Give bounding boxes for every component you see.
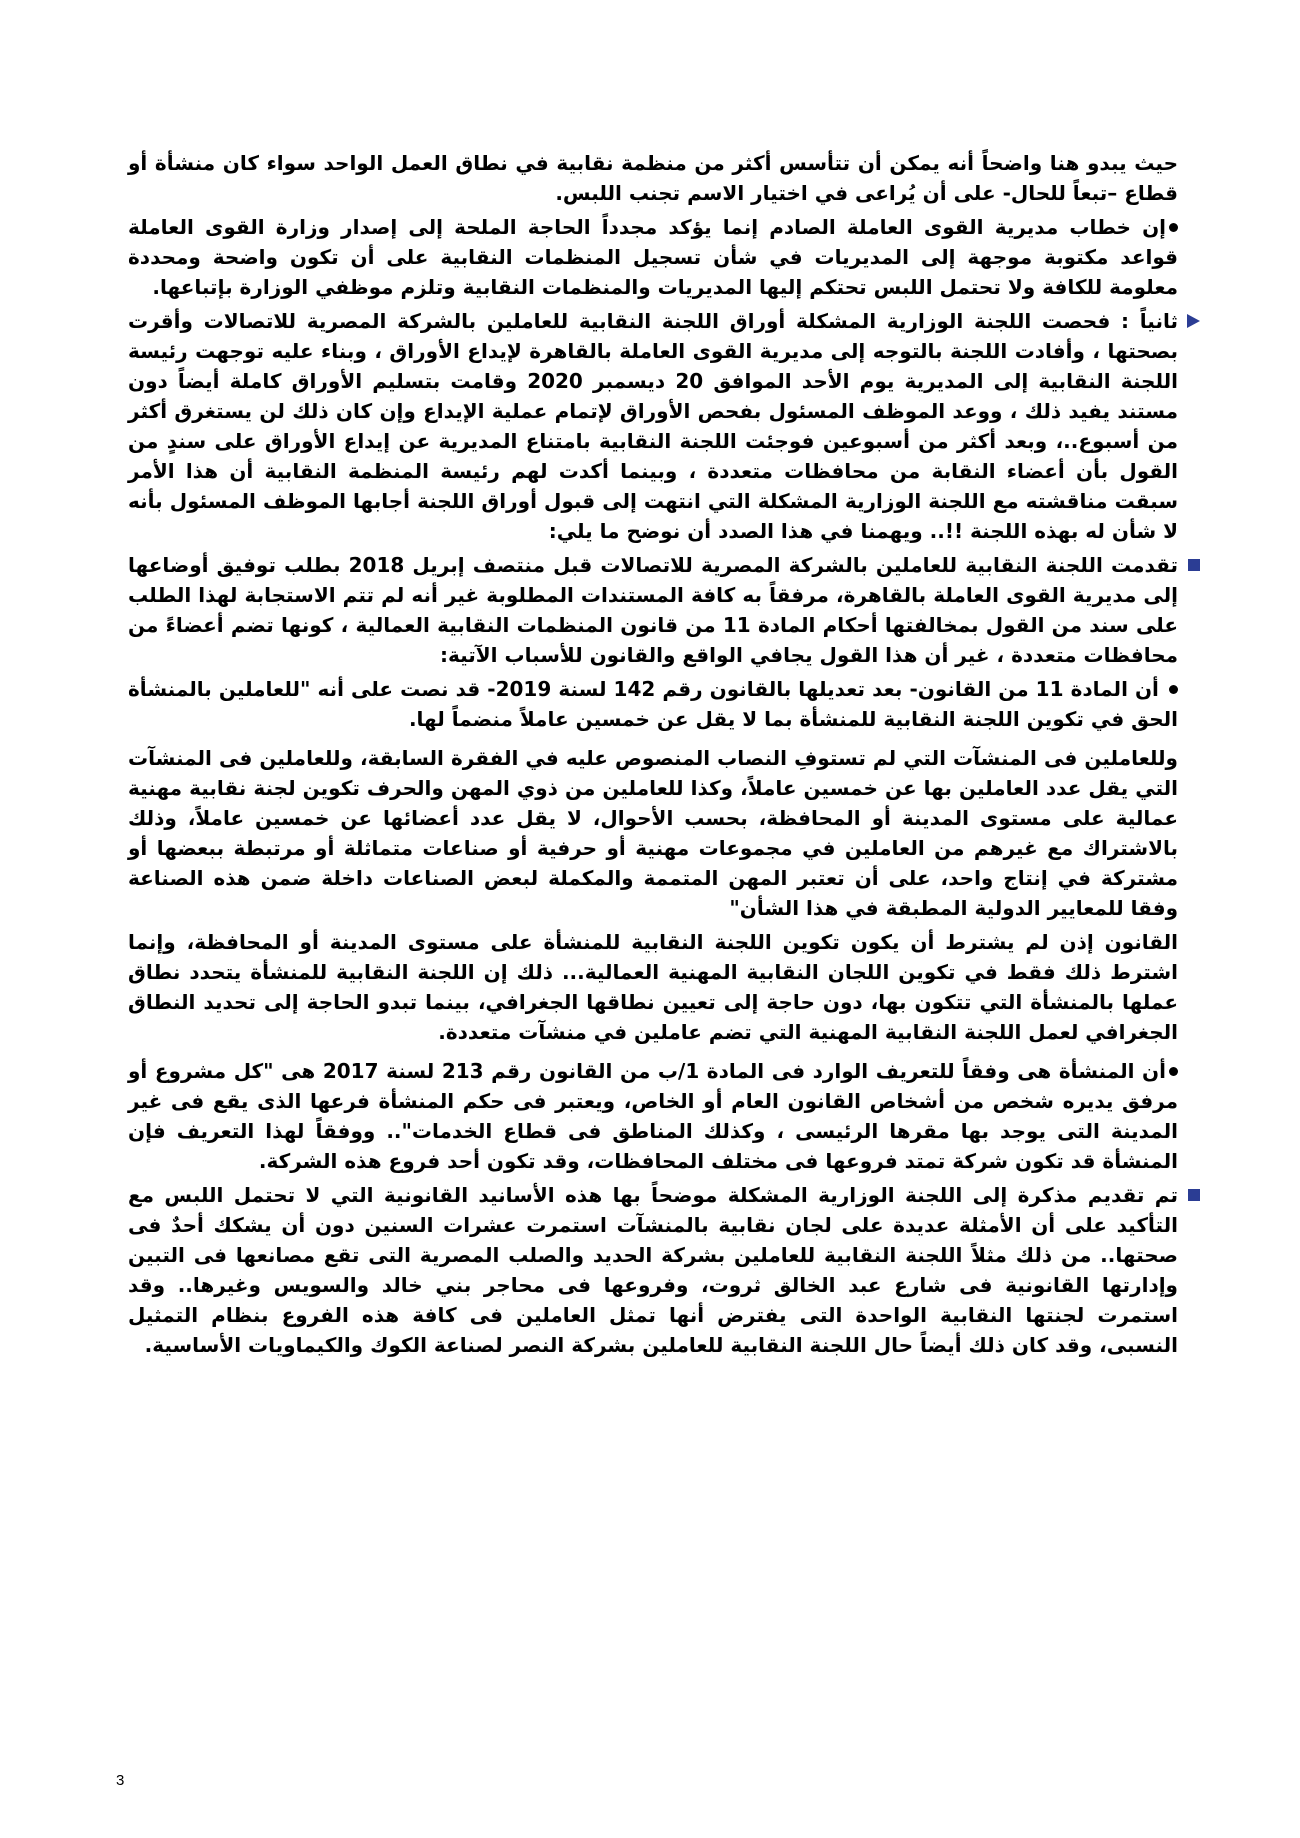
page-number: 3 [116, 1772, 125, 1789]
paragraph-text: تقدمت اللجنة النقابية للعاملين بالشركة المصرية للاتصالات قبل منتصف إبريل 2018 بطلب توفيق أوضاعها إلى مديرية القوى العاملة بالقاهرة، مرفقاً به كافة المستندات المطلوبة غير أنه لم تتم الاستجابة لهذا الطلب على سند من القول بمخالفتها أحكام المادة 11 من قانون المنظمات النقابية العمالية ، كونها تضم أعضاءً من محافظات متعددة ، غير أن هذا القول يجافي الواقع والقانون للأسباب الآتية: [128, 553, 1179, 667]
paragraph-text: تم تقديم مذكرة إلى اللجنة الوزارية المشكلة موضحاً بها هذه الأسانيد القانونية التي لا تحتمل اللبس مع التأكيد على أن الأمثلة عديدة على لجان نقابية بالمنشآت استمرت عشرات السنين دون أن يشكك أحدٌ فى صحتها.. من ذلك مثلاً اللجنة النقابية للعاملين بشركة الحديد والصلب المصرية التى تقع مصانعها فى التبين وإدارتها القانونية فى شارع عبد الخالق ثروت، وفروعها فى محاجر بني خالد والسويس وغيرها.. وقد استمرت لجنتها النقابية الواحدة التى يفترض أنها تمثل العاملين فى كافة هذه الفروع بنظام التمثيل النسبى، وقد كان ذلك أيضاً حال اللجنة النقابية للعاملين بشركة النصر لصناعة الكوك والكيماويات الأساسية. [128, 1183, 1178, 1357]
dot-bullet-icon [1169, 223, 1178, 232]
quoted-law-paragraph [128, 743, 1178, 923]
paragraph-text: إن خطاب مديرية القوى العاملة الصادم إنما يؤكد مجدداً الحاجة الملحة إلى إصدار وزارة القوى العاملة قواعد مكتوبة موجهة إلى المديريات في شأن تسجيل المنظمات النقابية على أن تكون واضحة ومحددة معلومة للكافة ولا تحتمل اللبس تحتكم إليها المديريات والمنظمات النقابية وتلزم موظفي الوزارة بإتباعها. [128, 215, 1178, 299]
section-paragraph [128, 306, 1178, 546]
square-bullet-icon [1188, 1189, 1200, 1201]
dot-bullet-icon [1169, 1067, 1178, 1076]
bulleted-paragraph [128, 212, 1178, 302]
paragraph-text: حيث يبدو هنا واضحاً أنه يمكن أن تتأسس أكثر من منظمة نقابية في نطاق العمل الواحد سواء كان منشأة أو قطاع –تبعاً للحال- على أن يُراعى في اختيار الاسم تجنب اللبس. [128, 151, 1178, 205]
document-body [128, 148, 1178, 1364]
square-bulleted-paragraph [128, 1180, 1178, 1360]
paragraph-text: أن المادة 11 من القانون- بعد تعديلها بالقانون رقم 142 لسنة 2019- قد نصت على أنه "للعاملين بالمنشأة الحق في تكوين اللجنة النقابية للمنشأة بما لا يقل عن خمسين عاملاً منضماً لها. [128, 677, 1178, 731]
bulleted-paragraph [128, 674, 1178, 734]
square-bulleted-paragraph [128, 550, 1178, 670]
arrow-bullet-icon [1187, 314, 1200, 328]
dot-bullet-icon [1169, 685, 1178, 694]
square-bullet-icon [1188, 559, 1200, 571]
paragraph-text: وللعاملين فى المنشآت التي لم تستوفِ النصاب المنصوص عليه في الفقرة السابقة، وللعاملين فى المنشآت التي يقل عدد العاملين بها عن خمسين عاملاً، وكذا للعاملين من ذوي المهن والحرف تكوين لجنة نقابية مهنية عمالية على مستوى المدينة أو المحافظة، بحسب الأحوال، لا يقل عدد أعضائها عن خمسين عاملاً، وذلك بالاشتراك مع غيرهم من العاملين في مجموعات مهنية أو حرفية أو صناعات متماثلة أو مرتبطة ببعضها أو مشتركة في إنتاج واحد، على أن تعتبر المهن المتممة والمكملة لبعض الصناعات داخلة ضمن هذه الصناعة وفقا للمعايير الدولية المطبقة في هذا الشأن" [128, 746, 1178, 920]
paragraph-text: أن المنشأة هى وفقاً للتعريف الوارد فى المادة 1/ب من القانون رقم 213 لسنة 2017 هى "كل مشروع أو مرفق يديره شخص من أشخاص القانون العام أو الخاص، ويعتبر فى حكم المنشأة فرعها الذى يقع فى غير المدينة التى يوجد بها مقرها الرئيسى ، وكذلك المناطق فى قطاع الخدمات".. ووفقاً لهذا التعريف فإن المنشأة قد تكون شركة تمتد فروعها فى مختلف المحافظات، وقد تكون أحد فروع هذه الشركة. [128, 1059, 1178, 1173]
paragraph [128, 148, 1178, 208]
paragraph-text: القانون إذن لم يشترط أن يكون تكوين اللجنة النقابية للمنشأة على مستوى المدينة أو المحافظة، وإنما اشترط ذلك فقط في تكوين اللجان النقابية المهنية العمالية... ذلك إن اللجنة النقابية للمنشأة يتحدد نطاق عملها بالمنشأة التي تتكون بها، دون حاجة إلى تعيين نطاقها الجغرافي، بينما تبدو الحاجة إلى تحديد النطاق الجغرافي لعمل اللجنة النقابية المهنية التي تضم عاملين في منشآت متعددة. [128, 930, 1178, 1044]
bulleted-paragraph [128, 1056, 1178, 1176]
paragraph-text: ثانياً : فحصت اللجنة الوزارية المشكلة أوراق اللجنة النقابية للعاملين بالشركة المصرية للاتصالات وأقرت بصحتها ، وأفادت اللجنة بالتوجه إلى مديرية القوى العاملة بالقاهرة لإيداع الأوراق ، وبناء عليه توجهت رئيسة اللجنة النقابية إلى المديرية يوم الأحد الموافق 20 ديسمبر 2020 وقامت بتسليم الأوراق كاملة أيضاً دون مستند يفيد ذلك ، ووعد الموظف المسئول بفحص الأوراق لإتمام عملية الإيداع وإن كان ذلك لن يستغرق أكثر من أسبوع..، وبعد أكثر من أسبوعين فوجئت اللجنة النقابية بامتناع المديرية عن إيداع الأوراق على سندٍ من القول بأن أعضاء النقابة من محافظات متعددة ، وبينما أكدت لهم رئيسة المنظمة النقابية أن هذا الأمر سبقت مناقشته مع اللجنة الوزارية المشكلة التي انتهت إلى قبول أوراق اللجنة أجابها الموظف المسئول بأنه لا شأن له بهذه اللجنة !!.. ويهمنا في هذا الصدد أن نوضح ما يلي: [128, 309, 1178, 543]
paragraph [128, 927, 1178, 1047]
